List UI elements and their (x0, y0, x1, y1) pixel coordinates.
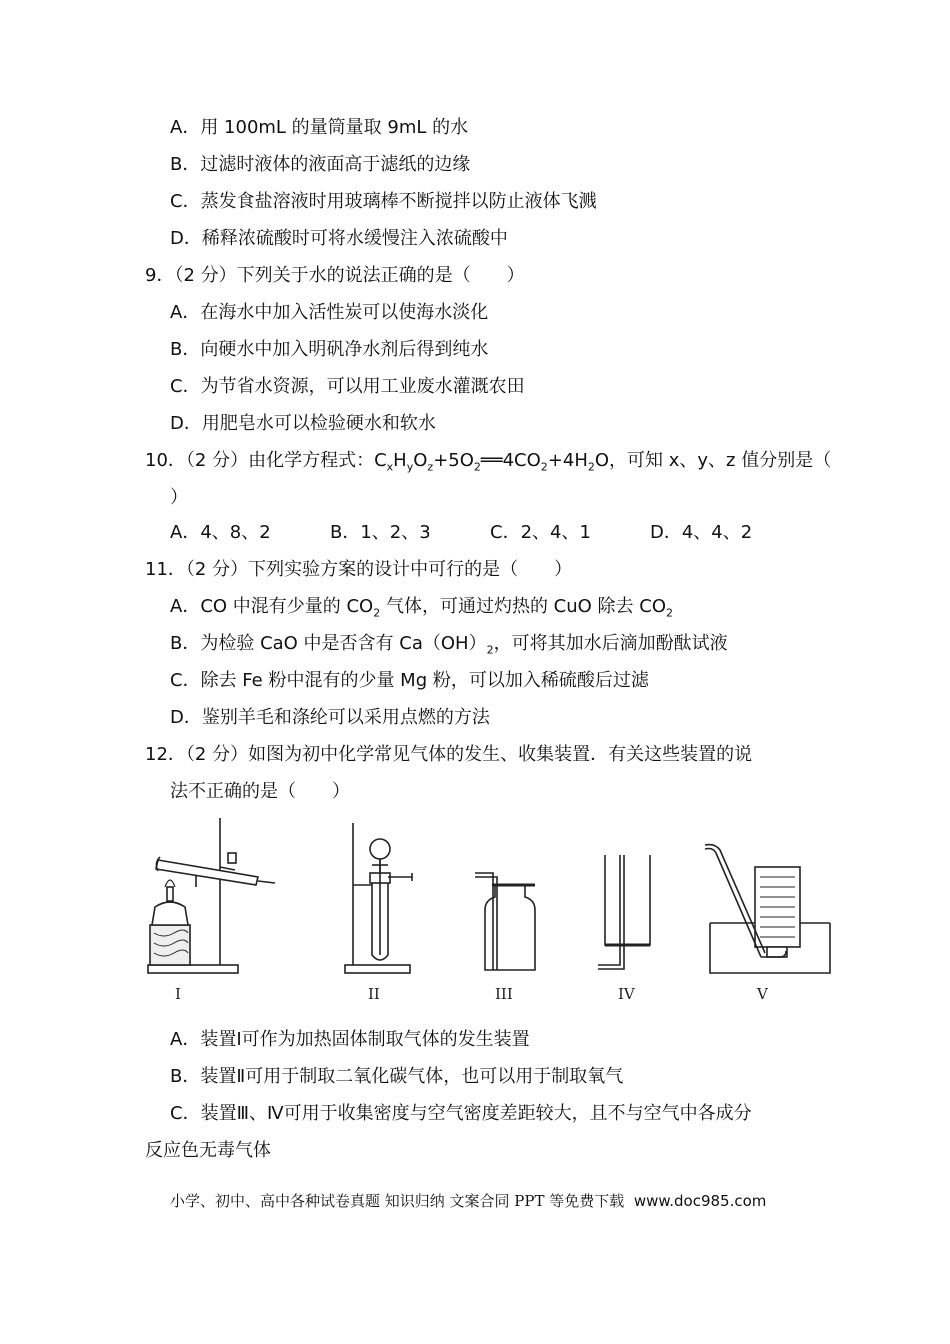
apparatus-v (705, 845, 830, 973)
q8-option-a: A．用 100mL 的量筒量取 9mL 的水 (170, 117, 469, 138)
q10-stem-prefix: 10．（2 分）由化学方程式： (145, 450, 375, 471)
label-i: I (175, 985, 181, 1003)
q12-option-a: A．装置Ⅰ可作为加热固体制取气体的发生装置 (170, 1029, 530, 1050)
q10-equals-sign: ══ (480, 450, 503, 471)
q10-sub-y: y (406, 460, 414, 474)
q11-a-sub2: 2 (666, 606, 674, 620)
q10-formula-h: H (393, 450, 407, 471)
footer-text: 小学、初中、高中各种试卷真题 知识归纳 文案合同 PPT 等免费下载 (170, 1192, 625, 1210)
q12-stem-cont: 法不正确的是（ ） (170, 781, 350, 802)
q12-option-c: C．装置Ⅲ、Ⅳ可用于收集密度与空气密度差距较大，且不与空气中各成分 (170, 1103, 752, 1124)
q11-option-a (170, 595, 673, 619)
apparatus-iii (475, 873, 535, 970)
q11-b-suffix: ，可将其加水后滴加酚酞试液 (493, 633, 728, 654)
q8-option-b: B．过滤时液体的液面高于滤纸的边缘 (170, 154, 471, 175)
q11-b-sub: 2 (486, 643, 494, 657)
q10-option-b: B．1、2、3 (330, 522, 431, 543)
q11-option-c: C．除去 Fe 粉中混有的少量 Mg 粉，可以加入稀硫酸后过滤 (170, 670, 649, 691)
q10-reactant-o2: +5O (433, 450, 474, 471)
label-v: V (757, 985, 768, 1003)
label-iii: III (495, 985, 513, 1003)
q11-a-sub: 2 (373, 606, 381, 620)
q9-option-a: A．在海水中加入活性炭可以使海水淡化 (170, 302, 489, 323)
q10-formula-c: C (374, 450, 387, 471)
q11-b-prefix: B．为检验 CaO 中是否含有 Ca（OH） (170, 633, 487, 654)
q10-sub-z: z (427, 460, 434, 474)
q9-option-d: D．用肥皂水可以检验硬水和软水 (170, 413, 436, 434)
q10-sub-2c: 2 (587, 460, 595, 474)
q12-stem: 12．（2 分）如图为初中化学常见气体的发生、收集装置．有关这些装置的说 (145, 744, 753, 765)
q11-a-prefix: A．CO 中混有少量的 CO (170, 596, 374, 617)
q10-product-h2o: +4H (547, 450, 588, 471)
q10-option-d: D．4、4、2 (650, 522, 753, 543)
q10-sub-2b: 2 (540, 460, 548, 474)
q10-options (170, 521, 810, 545)
q10-stem-suffix: O，可知 x、y、z 值分别是（ (594, 450, 832, 471)
q10-stem-cont: ） (170, 487, 188, 508)
apparatus-ii (345, 823, 412, 973)
apparatus-i (148, 818, 275, 973)
page-footer (170, 1190, 766, 1212)
q10-sub-2a: 2 (473, 460, 481, 474)
q10-sub-x: x (386, 460, 394, 474)
q11-a-middle: 气体，可通过灼热的 CuO 除去 CO (380, 596, 667, 617)
q8-option-d: D．稀释浓硫酸时可将水缓慢注入浓硫酸中 (170, 228, 508, 249)
q9-option-b: B．向硬水中加入明矾净水剂后得到纯水 (170, 339, 489, 360)
q12-option-c-cont: 反应色无毒气体 (145, 1140, 271, 1161)
q10-stem (145, 449, 831, 473)
q10-formula-o: O (413, 450, 428, 471)
q10-option-a: A．4、8、2 (170, 522, 271, 543)
q9-stem: 9．（2 分）下列关于水的说法正确的是（ ） (145, 265, 525, 286)
q10-product-co2: 4CO (502, 450, 541, 471)
apparatus-figure (140, 815, 840, 1010)
q8-option-c: C．蒸发食盐溶液时用玻璃棒不断搅拌以防止液体飞溅 (170, 191, 597, 212)
q9-option-c: C．为节省水资源，可以用工业废水灌溉农田 (170, 376, 525, 397)
q11-stem: 11．（2 分）下列实验方案的设计中可行的是（ ） (145, 559, 573, 580)
q12-option-b: B．装置Ⅱ可用于制取二氧化碳气体，也可以用于制取氧气 (170, 1066, 624, 1087)
apparatus-iv (598, 855, 650, 969)
footer-url[interactable]: www.doc985.com (633, 1192, 767, 1210)
q10-option-c: C．2、4、1 (490, 522, 591, 543)
label-ii: II (368, 985, 380, 1003)
label-iv: IV (618, 985, 635, 1003)
q11-option-b (170, 632, 728, 656)
q11-option-d: D．鉴别羊毛和涤纶可以采用点燃的方法 (170, 707, 490, 728)
